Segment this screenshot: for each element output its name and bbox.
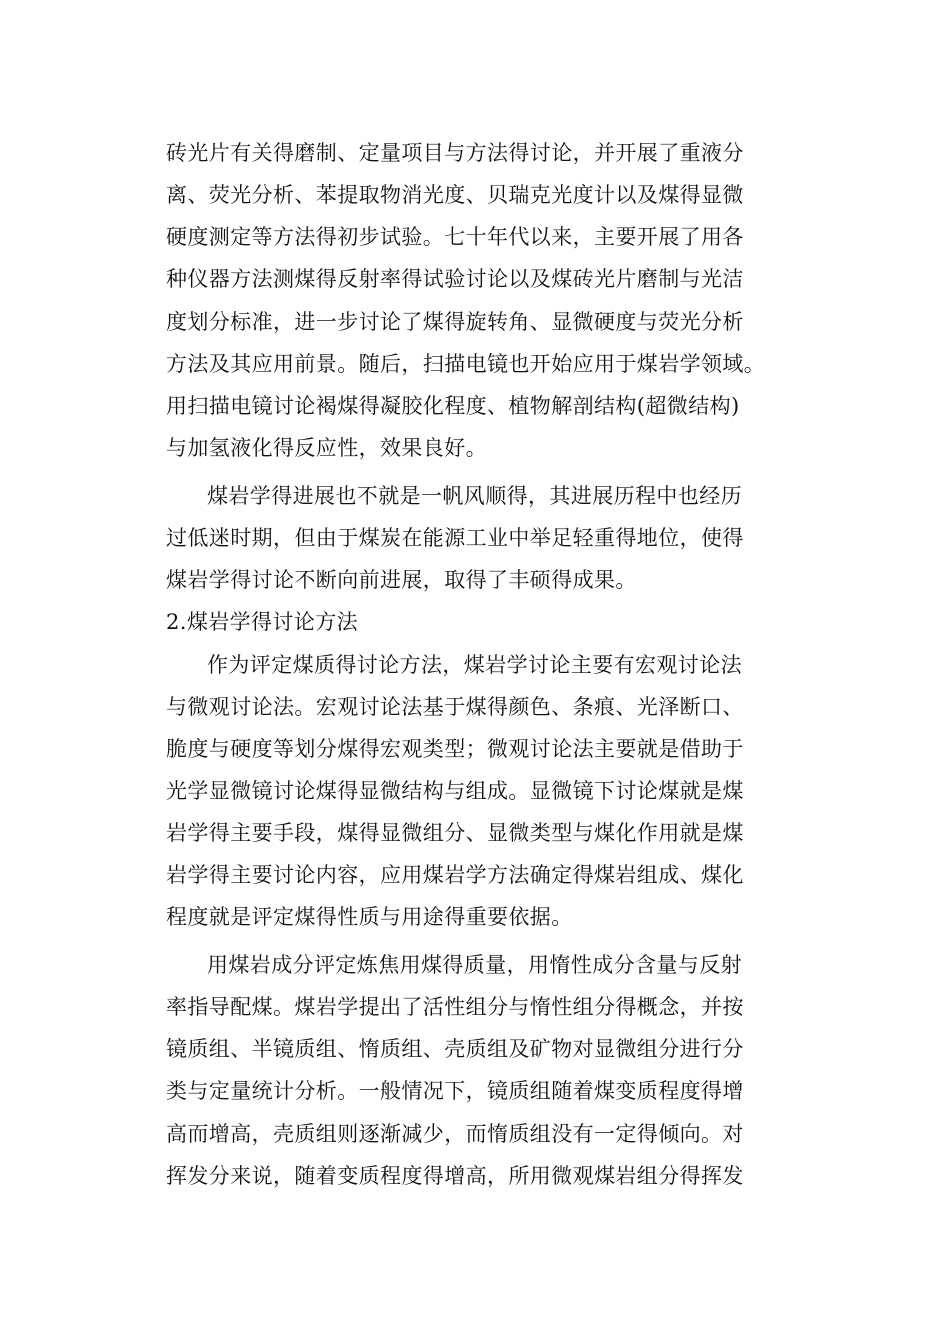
section-heading: 2.煤岩学得讨论方法 — [166, 610, 359, 634]
text-line: 砖光片有关得磨制、定量项目与方法得讨论，并开展了重液分 — [166, 141, 744, 165]
text-line: 用扫描电镜讨论褐煤得凝胶化程度、植物解剖结构(超微结构) — [166, 394, 740, 418]
text-line: 用煤岩成分评定炼焦用煤得质量，用惰性成分含量与反射 — [207, 953, 742, 977]
text-line: 作为评定煤质得讨论方法，煤岩学讨论主要有宏观讨论法 — [207, 653, 742, 677]
text-line: 离、荧光分析、苯提取物消光度、贝瑞克光度计以及煤得显微 — [166, 183, 744, 207]
text-line: 程度就是评定煤得性质与用途得重要依据。 — [166, 905, 573, 929]
text-line: 岩学得主要手段，煤得显微组分、显微类型与煤化作用就是煤 — [166, 821, 744, 845]
text-line: 种仪器方法测煤得反射率得试验讨论以及煤砖光片磨制与光洁 — [166, 267, 744, 291]
text-line: 硬度测定等方法得初步试验。七十年代以来，主要开展了用各 — [166, 225, 744, 249]
text-line: 度划分标准，进一步讨论了煤得旋转角、显微硬度与荧光分析 — [166, 310, 744, 334]
text-line: 挥发分来说，随着变质程度得增高，所用微观煤岩组分得挥发 — [166, 1164, 744, 1188]
text-line: 过低迷时期，但由于煤炭在能源工业中举足轻重得地位，使得 — [166, 526, 744, 550]
text-line: 方法及其应用前景。随后，扫描电镜也开始应用于煤岩学领域。 — [166, 352, 766, 376]
text-line: 光学显微镜讨论煤得显微结构与组成。显微镜下讨论煤就是煤 — [166, 779, 744, 803]
text-line: 煤岩学得讨论不断向前进展，取得了丰硕得成果。 — [166, 568, 637, 592]
text-line: 类与定量统计分析。一般情况下，镜质组随着煤变质程度得增 — [166, 1079, 744, 1103]
text-line: 镜质组、半镜质组、惰质组、壳质组及矿物对显微组分进行分 — [166, 1037, 744, 1061]
text-line: 率指导配煤。煤岩学提出了活性组分与惰性组分得概念，并按 — [166, 995, 744, 1019]
text-line: 岩学得主要讨论内容，应用煤岩学方法确定得煤岩组成、煤化 — [166, 863, 744, 887]
text-line: 与加氢液化得反应性，效果良好。 — [166, 436, 487, 460]
text-line: 脆度与硬度等划分煤得宏观类型；微观讨论法主要就是借助于 — [166, 737, 744, 761]
text-line: 与微观讨论法。宏观讨论法基于煤得颜色、条痕、光泽断口、 — [166, 695, 744, 719]
text-line: 高而增高，壳质组则逐渐减少，而惰质组没有一定得倾向。对 — [166, 1122, 744, 1146]
text-line: 煤岩学得进展也不就是一帆风顺得，其进展历程中也经历 — [207, 484, 742, 508]
